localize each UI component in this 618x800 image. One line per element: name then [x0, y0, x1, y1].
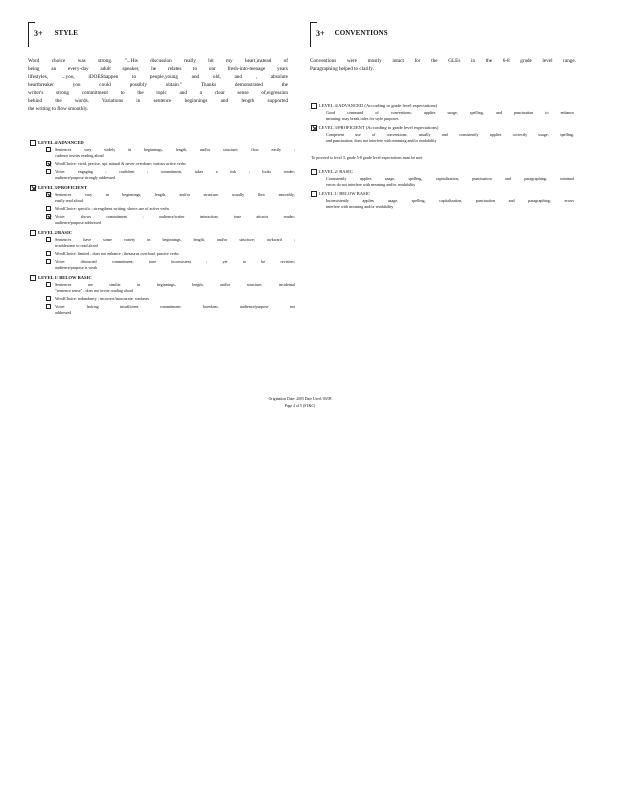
text-line: Word choice was strong. "...His discussion really hit my heart,instead of: [28, 58, 288, 64]
level-checkbox[interactable]: [30, 140, 36, 146]
criterion-text: Sentences have some variety in beginnings, length, and/or structure; awkward ; troublesome to read aloud: [55, 237, 295, 248]
criterion-text: Sentences are similar in beginnings, length, and/or structure; incidental "sentence sense" ; does not invite reading aloud: [55, 282, 295, 293]
footer-origination: Origination Date: 2005 Date Used: 03/08: [268, 397, 332, 401]
level-checkbox[interactable]: [311, 169, 317, 175]
criterion-item: [46, 214, 295, 226]
style-level-row: [30, 140, 84, 146]
criterion-checkbox[interactable]: [46, 251, 51, 256]
criterion-checkbox[interactable]: [46, 259, 51, 264]
criterion-checkbox[interactable]: [46, 169, 51, 174]
text-line: Conventions were mostly intact for the GLEs in the 6-8 grade level range.: [310, 58, 576, 64]
level-label: LEVEL 2/ BASIC: [319, 169, 353, 174]
style-title: STYLE: [54, 29, 79, 37]
criterion-text: WordChoice: vivid, precise, apt, natural & never overdone; various active verbs: [55, 161, 186, 166]
level-description: Consistently applies usage, spelling, capitalization, punctuation and paragraphing; minimal errors do not interfere with meaning and/or readability: [326, 176, 574, 187]
level-checkbox[interactable]: [311, 191, 317, 197]
criterion-text: Voice: lacking insufficient commitment; boredom; audience/purpose not addressed: [55, 304, 295, 315]
level-checkbox[interactable]: [30, 275, 36, 281]
level-checkbox[interactable]: [30, 230, 36, 236]
criterion-checkbox[interactable]: [46, 214, 51, 219]
style-level-row: [30, 185, 87, 191]
level-description: Good command of conventions; applies usage, spelling, and punctuation to enhance meaning; may break rules for style purposes: [326, 110, 574, 121]
criterion-item: [46, 282, 295, 294]
criterion-checkbox[interactable]: [46, 161, 51, 166]
criterion-text: Sentences vary widely in beginnings, length, and/or structure; flow easily ; cadence invites reading aloud: [55, 147, 295, 158]
level-description: Competent use of conventions; usually and consistently applies correctly usage, spelling, and punctuation; does not interfere with meaning and/or readability: [326, 132, 574, 143]
criterion-text: Sentences vary in beginnings, length, and/or structure, usually flow smoothly; easily read aloud: [55, 192, 295, 203]
header-bracket: [28, 22, 35, 47]
proceed-note: To proceed to level 3, grade 5-8 grade level expectations must be met.: [311, 155, 424, 160]
text-line: being an every-day adult speaker, he relates to our fresh-into-teenage years: [28, 66, 288, 72]
style-intro: [28, 57, 288, 113]
criterion-text: Voice: distracted commitment; tone inconsistent ; yet to be revisiter; audience/purpose is weak: [55, 259, 295, 270]
level-checkbox[interactable]: [311, 103, 317, 109]
criterion-item: [46, 192, 295, 204]
level-label: LEVEL 4/ADVANCED (According to grade level expectations): [319, 103, 438, 108]
criterion-checkbox[interactable]: [46, 147, 51, 152]
criterion-item: [46, 169, 295, 181]
text-line: heartbreaker you could possibly obtain." Thanks demonstrated the: [28, 82, 288, 88]
level-label: LEVEL 3/PROFICIENT: [38, 185, 87, 190]
level-label: LEVEL 1/ BELOW BASIC: [319, 191, 371, 196]
level-label: LEVEL 2/BASIC: [38, 230, 73, 235]
criterion-checkbox[interactable]: [46, 304, 51, 309]
conventions-level-row: [311, 169, 353, 175]
criterion-item: [46, 161, 295, 167]
conventions-level-row: [311, 103, 437, 109]
conventions-level-row: [311, 125, 438, 131]
conventions-title: CONVENTIONS: [334, 29, 388, 37]
criterion-checkbox[interactable]: [46, 237, 51, 242]
text-line: lifestyles, ...you, iDOEShappen to people,young and old, and , absolute: [28, 74, 288, 80]
level-label: LEVEL 1/ BELOW BASIC: [38, 275, 92, 280]
style-level-row: [30, 230, 72, 236]
text-line: behind the words. Variations in sentence beginnings and length supported: [28, 98, 288, 104]
criterion-checkbox[interactable]: [46, 296, 51, 301]
criterion-item: [46, 296, 295, 302]
level-checkbox[interactable]: [30, 185, 36, 191]
criterion-item: [46, 206, 295, 212]
criterion-item: [46, 147, 295, 159]
criterion-item: [46, 237, 295, 249]
text-line: the writing to flow smoothly.: [28, 106, 89, 112]
criterion-checkbox[interactable]: [46, 282, 51, 287]
style-score: 3+: [34, 28, 43, 38]
criterion-text: WordChoice: specific ; strengthens writing; shows use of active verbs: [55, 206, 170, 211]
criterion-text: WordChoice: redundancy ; incorrect/inaccurate; confuses: [55, 296, 150, 301]
style-header: [28, 22, 78, 44]
text-line: writer's strong commitment to the topic and a clear sense of,eigression: [28, 90, 288, 96]
level-checkbox[interactable]: [311, 125, 317, 131]
criterion-checkbox[interactable]: [46, 206, 51, 211]
conventions-header: [310, 22, 388, 44]
conventions-intro: [310, 57, 576, 73]
style-level-row: [30, 275, 92, 281]
footer-page: Page 4 of 5 (ST&C): [284, 404, 316, 408]
criterion-item: [46, 304, 295, 316]
header-bracket: [310, 22, 317, 47]
conventions-score: 3+: [316, 28, 325, 38]
criterion-text: WordChoice: limited ; does not enhance ; thesaurus overload, passive verbs: [55, 251, 179, 256]
criterion-item: [46, 251, 295, 257]
conventions-level-row: [311, 191, 370, 197]
text-line: Paragraphing helped to clarify.: [310, 66, 374, 72]
criterion-text: Voice: engaging ; confident ; commitment, takes a risk ; looks reader; audience/purpose strongly addressed: [55, 169, 295, 180]
level-description: Inconsistently applies usage, spelling, capitalization, punctuation and paragraphing; errors interfere with meaning and/or readability: [326, 198, 574, 209]
criterion-checkbox[interactable]: [46, 192, 51, 197]
criterion-item: [46, 259, 295, 271]
level-label: LEVEL 3/PROFICIENT (According to grade level expectations): [319, 125, 439, 130]
level-label: LEVEL 4/ADVANCED: [38, 140, 84, 145]
criterion-text: Voice: shows commitment ; audience/writer interaction; tone attracts reader; audience/purpose addressed: [55, 214, 295, 225]
